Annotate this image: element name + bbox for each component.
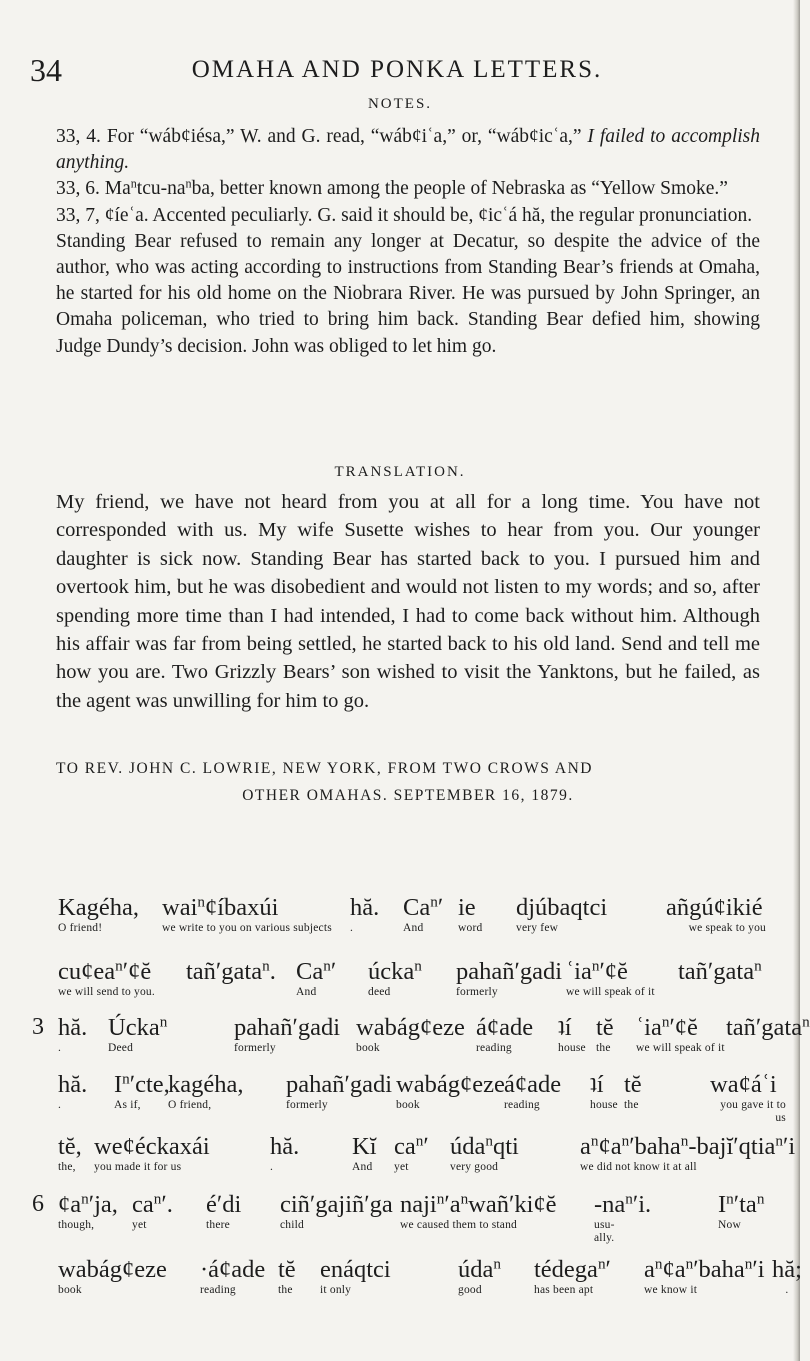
interlinear-word bbox=[352, 1133, 377, 1174]
interlinear-word bbox=[456, 958, 562, 999]
omaha-word: $I^nʹcte$, bbox=[114, 1070, 170, 1098]
english-gloss: reading bbox=[476, 1042, 512, 1054]
interlinear-word bbox=[200, 1256, 265, 1297]
note-text: $Ma^ntcu-na^nba$, better known among the people of Nebraska as “Yellow Smoke.” bbox=[104, 176, 728, 200]
interlinear-line bbox=[32, 1190, 774, 1253]
interlinear-word bbox=[286, 1071, 392, 1112]
interlinear-word bbox=[356, 1014, 465, 1055]
omaha-word: úcka$^n$ bbox=[368, 957, 422, 985]
omaha-word: tĕ, bbox=[58, 1133, 82, 1160]
running-title: OMAHA AND PONKA LETTERS. bbox=[191, 56, 603, 83]
interlinear-word bbox=[162, 894, 332, 935]
interlinear-word bbox=[58, 1256, 167, 1297]
omaha-word: tĕ bbox=[624, 1071, 642, 1098]
interlinear-word bbox=[350, 894, 379, 935]
page-number: 34 bbox=[30, 52, 62, 88]
english-gloss: word bbox=[458, 922, 483, 934]
english-gloss: . bbox=[785, 1284, 789, 1296]
english-gloss: we will speak of it bbox=[636, 1042, 725, 1054]
interlinear-word bbox=[58, 1071, 87, 1112]
interlinear-word bbox=[114, 1071, 170, 1112]
translation-heading: TRANSLATION. bbox=[334, 464, 466, 480]
english-gloss: yet bbox=[132, 1219, 147, 1231]
omaha-word: hă. bbox=[58, 1071, 88, 1098]
omaha-word: we¢éckaxái bbox=[94, 1133, 210, 1160]
interlinear-word bbox=[534, 1256, 611, 1297]
english-gloss: formerly bbox=[456, 986, 498, 998]
omaha-word: Úcka$^n$ bbox=[108, 1013, 168, 1041]
omaha-word: wai$^n$¢íbaxúi bbox=[162, 893, 279, 921]
english-gloss: usu- ally. bbox=[594, 1219, 615, 1244]
english-gloss: you made it for us bbox=[94, 1161, 182, 1173]
note-number: 33, 6. bbox=[56, 178, 105, 200]
english-gloss: As if, bbox=[114, 1099, 141, 1111]
interlinear-word bbox=[58, 1133, 82, 1174]
english-gloss: Now bbox=[718, 1219, 741, 1231]
english-gloss: we will send to you. bbox=[58, 986, 155, 998]
omaha-word: $cu¢ea^nʹ¢ĕ$ bbox=[58, 957, 152, 985]
interlinear-word bbox=[403, 894, 443, 935]
english-gloss: you gave it to us bbox=[720, 1099, 786, 1124]
omaha-word: djúbaqtci bbox=[516, 894, 608, 921]
note-paragraph bbox=[56, 229, 760, 360]
omaha-word: naji$^n$ʹa$^n$wañʹki¢ĕ bbox=[400, 1190, 557, 1218]
english-gloss: . bbox=[350, 922, 354, 934]
interlinear-word bbox=[772, 1256, 802, 1297]
english-gloss: reading bbox=[200, 1284, 236, 1296]
interlinear-word bbox=[458, 1256, 501, 1297]
interlinear-word bbox=[594, 1191, 651, 1245]
interlinear-word bbox=[624, 1071, 642, 1112]
omaha-word: ʿia$^n$ʹ¢ĕ bbox=[636, 1013, 698, 1041]
interlinear-word bbox=[718, 1191, 764, 1232]
omaha-word: $I^nʹta^n$ bbox=[718, 1190, 765, 1218]
omaha-word: añgú¢ikié bbox=[666, 894, 763, 921]
omaha-word: ciñʹgajiñʹga bbox=[280, 1191, 393, 1218]
english-gloss: O friend! bbox=[58, 922, 103, 934]
interlinear-word bbox=[94, 1133, 210, 1174]
omaha-word: hă. bbox=[350, 894, 380, 921]
english-gloss: very good bbox=[450, 1161, 499, 1173]
english-gloss: book bbox=[58, 1284, 82, 1296]
omaha-word: wa¢áʿi bbox=[710, 1071, 777, 1098]
english-gloss: deed bbox=[368, 986, 391, 998]
omaha-word: Kĭ bbox=[352, 1133, 377, 1160]
interlinear-word bbox=[58, 1191, 118, 1232]
omaha-word: úda$^n$ bbox=[458, 1255, 501, 1283]
omaha-word: hă. bbox=[270, 1133, 300, 1160]
omaha-word: ·á¢ade bbox=[200, 1256, 266, 1283]
line-number: 6 bbox=[32, 1191, 44, 1217]
interlinear-word bbox=[234, 1014, 340, 1055]
interlinear-word bbox=[168, 1071, 244, 1112]
omaha-word: Ca$^n$ʹ bbox=[296, 957, 337, 985]
omaha-word: pahañʹgadi bbox=[456, 958, 563, 985]
interlinear-word bbox=[678, 958, 762, 986]
omaha-word: kagéha, bbox=[168, 1071, 244, 1098]
omaha-word: enáqtci bbox=[320, 1256, 391, 1283]
interlinear-word bbox=[596, 1014, 614, 1055]
interlinear-word bbox=[476, 1014, 533, 1055]
letter-heading bbox=[56, 755, 760, 809]
omaha-word: á¢ade bbox=[504, 1071, 562, 1098]
english-gloss: very few bbox=[516, 922, 559, 934]
interlinear-word bbox=[580, 1133, 795, 1174]
omaha-word: $-na^nʹi$. bbox=[594, 1190, 652, 1218]
omaha-word: úda$^n$qti bbox=[450, 1132, 519, 1160]
english-gloss: child bbox=[280, 1219, 304, 1231]
omaha-word: pahañʹgadi bbox=[234, 1014, 341, 1041]
omaha-word: $¢a^nʹja$, bbox=[58, 1190, 118, 1218]
interlinear-word bbox=[132, 1191, 173, 1232]
notes-section bbox=[56, 124, 760, 360]
interlinear-word bbox=[458, 894, 482, 935]
omaha-word: á¢ade bbox=[476, 1014, 534, 1041]
omaha-word: $ca^nʹ$ bbox=[394, 1132, 429, 1160]
omaha-word: pahañʹgadi bbox=[286, 1071, 393, 1098]
english-gloss: the bbox=[596, 1042, 611, 1054]
english-gloss: Deed bbox=[108, 1042, 134, 1054]
interlinear-word bbox=[644, 1256, 765, 1297]
interlinear-word bbox=[450, 1133, 519, 1174]
omaha-word: Ca$^n$ʹ bbox=[403, 893, 444, 921]
english-gloss: book bbox=[356, 1042, 380, 1054]
interlinear-line bbox=[58, 958, 774, 1020]
english-gloss: formerly bbox=[286, 1099, 328, 1111]
interlinear-word bbox=[400, 1191, 557, 1232]
omaha-word: éʹdi bbox=[206, 1191, 242, 1218]
english-gloss: we did not know it at all bbox=[580, 1161, 697, 1173]
interlinear-word bbox=[206, 1191, 241, 1232]
english-gloss: . bbox=[58, 1042, 62, 1054]
interlinear-line bbox=[32, 1013, 810, 1076]
interlinear-word bbox=[186, 958, 276, 986]
interlinear-word bbox=[280, 1191, 393, 1232]
omaha-word: tañʹgata$^n$ bbox=[678, 957, 762, 985]
interlinear-word bbox=[368, 958, 422, 999]
note-text: For “wáb¢iésa,” W. and G. read, “wáb¢iʿa,” or, “wáb¢icʿa,” bbox=[106, 126, 582, 147]
interlinear-word bbox=[710, 1071, 786, 1125]
interlinear-word bbox=[516, 894, 607, 935]
interlinear-word bbox=[108, 1014, 167, 1055]
omaha-word: wabág¢eze bbox=[356, 1014, 465, 1041]
interlinear-word bbox=[58, 958, 155, 999]
english-gloss: the bbox=[624, 1099, 639, 1111]
english-gloss: we know it bbox=[644, 1284, 698, 1296]
english-gloss: O friend, bbox=[168, 1099, 212, 1111]
note-text: ¢íeʿa. Accented peculiarly. G. said it should be, ¢icʿá hă, the regular pronunciation. bbox=[104, 204, 753, 226]
interlinear-word bbox=[270, 1133, 299, 1174]
omaha-word: hă. bbox=[58, 1014, 88, 1041]
english-gloss: the, bbox=[58, 1161, 76, 1173]
omaha-word: tañʹgata$^n$. bbox=[186, 957, 276, 985]
interlinear-word bbox=[58, 1014, 87, 1055]
note-number: 33, 7, bbox=[56, 204, 105, 226]
omaha-word: wabág¢eze bbox=[58, 1256, 167, 1283]
omaha-word: ie bbox=[458, 894, 476, 921]
english-gloss: though, bbox=[58, 1219, 95, 1231]
note-paragraph bbox=[56, 176, 760, 202]
interlinear-word bbox=[396, 1071, 505, 1112]
english-gloss: . bbox=[58, 1099, 62, 1111]
english-gloss: we caused them to stand bbox=[400, 1219, 518, 1231]
omaha-word: tañʹgata$^n$ bbox=[726, 1013, 810, 1041]
interlinear-word bbox=[590, 1071, 618, 1112]
english-gloss: book bbox=[396, 1099, 420, 1111]
english-gloss: we speak to you bbox=[688, 922, 766, 934]
interlinear-line bbox=[58, 1255, 802, 1318]
running-head bbox=[30, 52, 764, 88]
interlinear-word bbox=[320, 1256, 391, 1297]
interlinear-word bbox=[394, 1133, 429, 1174]
omaha-word: tĕ bbox=[278, 1256, 296, 1283]
omaha-word: hă; bbox=[772, 1256, 802, 1283]
omaha-word: tĕ bbox=[596, 1014, 614, 1041]
interlinear-word bbox=[558, 1014, 586, 1055]
english-gloss: the bbox=[278, 1284, 293, 1296]
omaha-word: $a^n¢a^nʹbaha^nʹi$ bbox=[644, 1255, 765, 1283]
interlinear-word bbox=[504, 1071, 561, 1112]
english-gloss: And bbox=[352, 1161, 373, 1173]
english-gloss: reading bbox=[504, 1099, 540, 1111]
omaha-word: ʇí bbox=[558, 1014, 572, 1041]
english-gloss: it only bbox=[320, 1284, 352, 1296]
interlinear-word bbox=[636, 1014, 725, 1055]
english-gloss: . bbox=[270, 1161, 274, 1173]
line-number: 3 bbox=[32, 1014, 44, 1040]
interlinear-word bbox=[296, 958, 336, 999]
note-text: Standing Bear refused to remain any longer at Decatur, so despite the advice of the author, who was acting according to instructions from Standing Bear’s friends at Omaha, he started for his old home on the Niobrara River. He was pursued by John Springer, an Omaha policeman, who tried to bring him back. Standing Bear defied him, showing Judge Dundy’s decision. John was obliged to let him go. bbox=[56, 230, 760, 357]
omaha-word: $ca^nʹ$. bbox=[132, 1190, 173, 1218]
english-gloss: we will speak of it bbox=[566, 986, 655, 998]
note-number: 33, 4. bbox=[56, 126, 107, 147]
english-gloss: yet bbox=[394, 1161, 409, 1173]
note-paragraph bbox=[56, 124, 760, 176]
omaha-word: ʇí bbox=[590, 1071, 604, 1098]
interlinear-word bbox=[726, 1014, 810, 1042]
english-gloss: good bbox=[458, 1284, 482, 1296]
interlinear-word bbox=[278, 1256, 296, 1297]
notes-heading: NOTES. bbox=[367, 96, 433, 112]
interlinear-line bbox=[58, 1132, 796, 1195]
omaha-word: tédega$^n$ʹ bbox=[534, 1255, 611, 1283]
letter-heading-line-1: TO REV. JOHN C. LOWRIE, NEW YORK, FROM TWO CROWS AND bbox=[56, 760, 593, 777]
interlinear-line bbox=[58, 1070, 786, 1133]
interlinear-word bbox=[58, 894, 139, 935]
english-gloss: And bbox=[403, 922, 424, 934]
omaha-word: wabág¢eze bbox=[396, 1071, 505, 1098]
english-gloss: has been apt bbox=[534, 1284, 594, 1296]
english-gloss: we write to you on various subjects bbox=[162, 922, 332, 934]
note-paragraph bbox=[56, 203, 760, 229]
interlinear-word bbox=[666, 894, 766, 935]
english-gloss: And bbox=[296, 986, 317, 998]
letter-heading-line-2: OTHER OMAHAS. SEPTEMBER 16, 1879. bbox=[242, 787, 574, 804]
interlinear-line bbox=[58, 894, 774, 956]
english-gloss: formerly bbox=[234, 1042, 276, 1054]
omaha-word: Kagéha, bbox=[58, 894, 139, 921]
english-gloss: there bbox=[206, 1219, 230, 1231]
interlinear-word bbox=[566, 958, 655, 999]
english-gloss: house bbox=[558, 1042, 586, 1054]
note-italic-gloss: I failed to accomplish anything. bbox=[56, 126, 761, 174]
translation-text: My friend, we have not heard from you at all for a long time. You have not corresponded with us. My wife Susette wishes to hear from you. Our younger daughter is sick now. Standing Bear has started back to you. I pursued him and overtook him, but he was disobedient and would not listen to my words; and so, after spending more time than I had intended, I had to come back without him. Although his affair was far from being settled, he started back to his old land. Send and tell me how you are. Two Grizzly Bears’ son wished to visit the Yanktons, but he failed, as the agent was unwilling for him to go. bbox=[56, 491, 760, 712]
english-gloss: house bbox=[590, 1099, 618, 1111]
omaha-word: $a^n¢a^nʹbaha^n-bajĭʹqtia^nʹi$ bbox=[580, 1132, 796, 1160]
omaha-word: ʿia$^n$ʹ¢ĕ bbox=[566, 957, 628, 985]
